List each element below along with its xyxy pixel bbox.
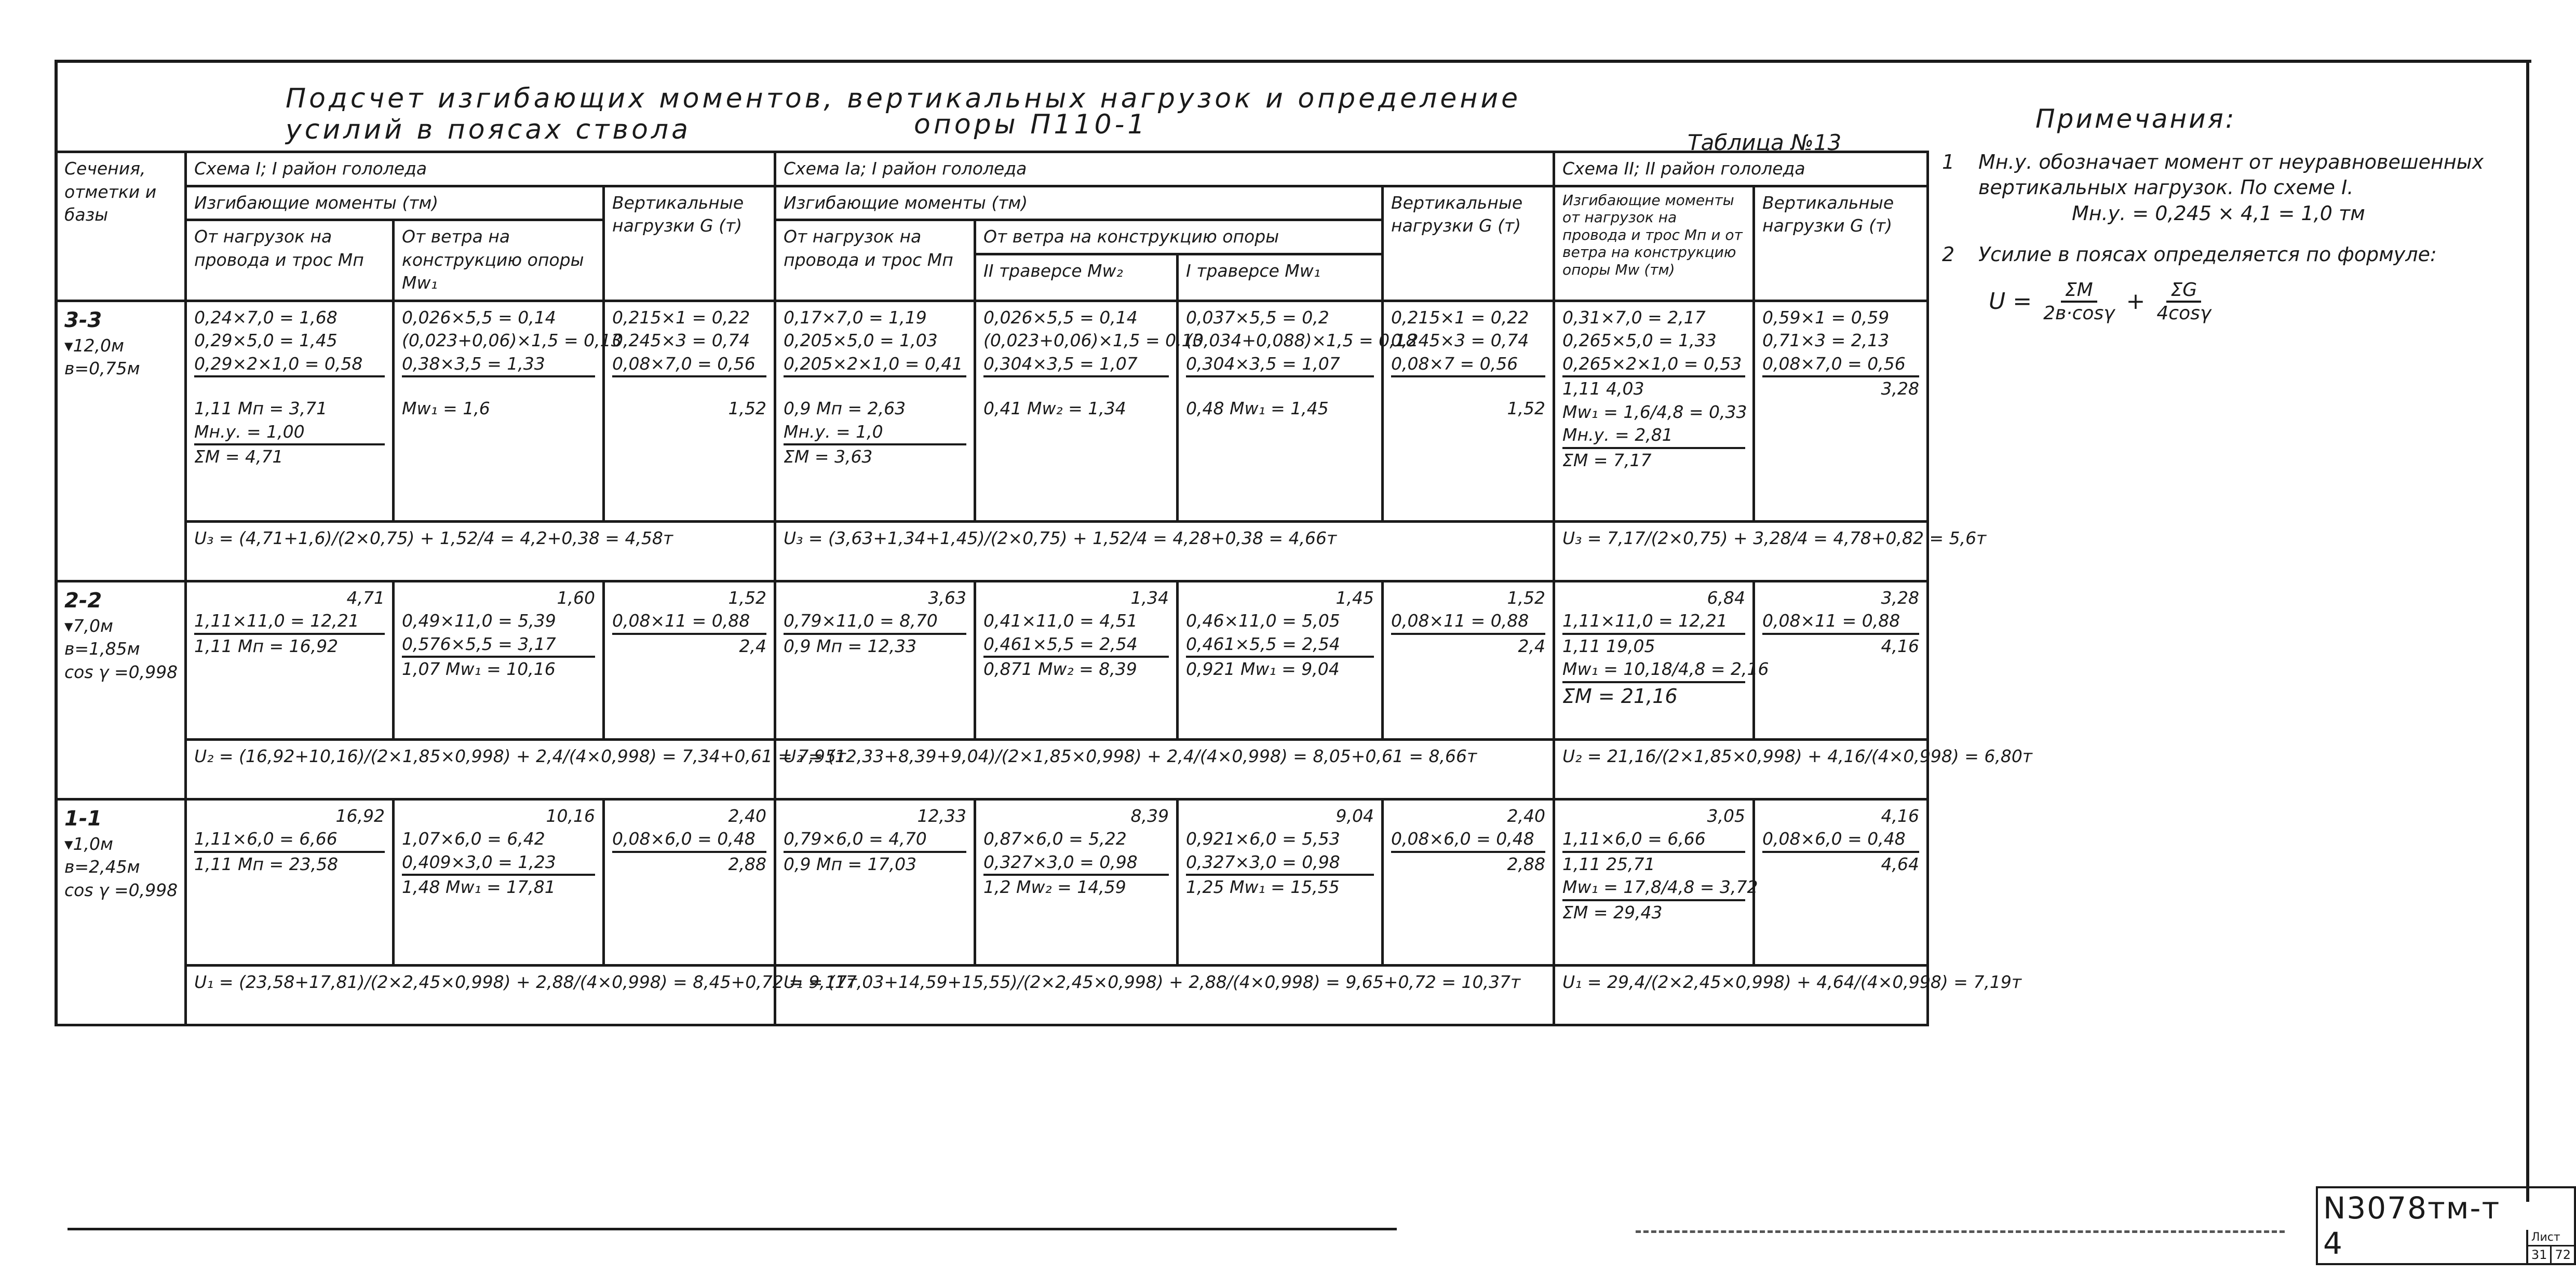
drawing-code: N3078тм-т 4 xyxy=(2323,1190,2501,1261)
calc-line: 0,245×3 = 0,74 xyxy=(612,330,750,351)
calc-line: 0,205×2×1,0 = 0,41 xyxy=(784,352,966,378)
calc-line: 0,08×11 = 0,88 xyxy=(1391,609,1545,635)
calc-line: 1,11×6,0 = 6,66 xyxy=(194,828,385,853)
calc-line: 0,41×11,0 = 4,51 xyxy=(983,611,1138,631)
sheet-total: 72 xyxy=(2550,1246,2574,1263)
header-scheme-1: Схема I; I район гололеда xyxy=(186,152,775,186)
calc-line: 0,08×6,0 = 0,48 xyxy=(1391,828,1545,853)
section-1-1-row xyxy=(56,799,1928,965)
carry-value: 16,92 xyxy=(335,805,385,826)
carry-value: 4,16 xyxy=(1881,805,1920,826)
total-value: 4,64 xyxy=(1881,853,1920,874)
frame-bottom-dashed-line xyxy=(1636,1230,2285,1233)
total-value: 2,4 xyxy=(1518,635,1546,656)
header-s1a-wires: От нагрузок на провода и трос Mп xyxy=(775,220,975,301)
carry-value: 12,33 xyxy=(917,805,966,826)
calc-line: 1,11 Mп = 3,71 xyxy=(194,398,328,419)
calc-line: 0,31×7,0 = 2,17 xyxy=(1562,307,1706,328)
s1-wind-cell xyxy=(394,301,622,521)
s2-mom-cell xyxy=(1554,799,1758,965)
calc-line: 0,304×3,5 = 1,07 xyxy=(983,352,1169,378)
calc-line: 0,576×5,5 = 3,17 xyxy=(402,633,595,658)
header-s1a-wind-i: I траверсе Mw₁ xyxy=(1178,254,1383,301)
calc-line: 0,79×6,0 = 4,70 xyxy=(784,828,966,853)
total-value: 2,88 xyxy=(1507,853,1546,874)
s2-vert-cell xyxy=(1754,799,1928,965)
drawing-stamp xyxy=(2316,1186,2576,1265)
s1-vert-cell xyxy=(604,581,775,739)
carry-value: 4,71 xyxy=(346,587,385,608)
calc-line: 0,59×1 = 0,59 xyxy=(1762,307,1890,328)
total-value: 1,52 xyxy=(1507,398,1546,419)
section-1-1-force-row xyxy=(56,965,1928,1025)
header-s2-vertical: Вертикальные нагрузки G (т) xyxy=(1754,186,1928,301)
header-scheme-1a: Схема Iа; I район гололеда xyxy=(775,152,1554,186)
sum-line: ΣM = 3,63 xyxy=(784,446,873,467)
calc-line: 0,037×5,5 = 0,2 xyxy=(1186,307,1329,328)
calc-line: 0,29×5,0 = 1,45 xyxy=(194,330,338,351)
header-sections-label: Сечения, отметки и базы xyxy=(64,158,157,225)
calc-line: 0,41 Mw₂ = 1,34 xyxy=(983,398,1126,419)
section-base: в=1,85м xyxy=(64,639,140,659)
calc-line: 0,921×6,0 = 5,53 xyxy=(1186,829,1340,849)
carry-value: 1,34 xyxy=(1130,587,1169,608)
calc-line: 0,46×11,0 = 5,05 xyxy=(1186,611,1340,631)
notes-block xyxy=(1942,104,2513,324)
carry-value: 3,28 xyxy=(1881,587,1920,608)
calc-line: 0,026×5,5 = 0,14 xyxy=(402,307,556,328)
formula-numerator: ΣM xyxy=(2061,279,2097,303)
force-formula xyxy=(1989,279,2513,324)
calc-line: 0,327×3,0 = 0,98 xyxy=(983,851,1169,876)
section-3-3-force-row xyxy=(56,521,1928,581)
calc-line: 1,2 Mw₂ = 14,59 xyxy=(983,877,1126,898)
sheet-numbers xyxy=(2528,1245,2574,1263)
s1a-vert-cell xyxy=(1383,799,1554,965)
calc-line: 0,79×11,0 = 8,70 xyxy=(784,609,966,635)
calc-line: 0,48 Mw₁ = 1,45 xyxy=(1186,398,1329,419)
calc-line: 0,871 Mw₂ = 8,39 xyxy=(983,659,1137,680)
formula-lhs: U = xyxy=(1989,288,2032,315)
carry-value: 6,84 xyxy=(1707,587,1746,608)
s1-wind-cell xyxy=(394,581,604,739)
section-3-3-label-cell xyxy=(56,301,186,581)
sheet-number: 31 xyxy=(2531,1248,2547,1262)
note-number: 1 xyxy=(1942,151,1955,173)
calc-line: 0,38×3,5 = 1,33 xyxy=(402,352,595,378)
force-u2-scheme-2: U₂ = 21,16/(2×1,85×0,998) + 4,16/(4×0,998) = 6,80т xyxy=(1554,739,1928,799)
sum-line: ΣM = 7,17 xyxy=(1562,450,1652,470)
header-scheme-2: Схема II; II район гололеда xyxy=(1554,152,1928,186)
s1-wires-cell xyxy=(186,301,394,521)
carry-value: 1,52 xyxy=(728,587,766,608)
calc-line: 0,215×1 = 0,22 xyxy=(612,307,750,328)
calc-line: (0,034+0,088)×1,5 = 0,18 xyxy=(1186,330,1417,351)
carry-value: 1,45 xyxy=(1336,587,1374,608)
header-sections xyxy=(56,152,186,301)
formula-denominator: 4cosγ xyxy=(2156,302,2211,324)
calc-line: 1,07 Mw₁ = 10,16 xyxy=(402,659,556,680)
note-1-text: Mн.у. обозначает момент от неуравновешенных вертикальных нагрузок. По схеме I. xyxy=(1978,151,2484,199)
calc-line: 1,11 4,03 xyxy=(1562,378,1644,399)
sum-line: ΣM = 29,43 xyxy=(1562,902,1663,923)
header-s1-wires: От нагрузок на провода и трос Mп xyxy=(186,220,394,301)
calc-line: 0,17×7,0 = 1,19 xyxy=(784,307,927,328)
calc-line: 0,205×5,0 = 1,03 xyxy=(784,330,938,351)
s2-vert-cell xyxy=(1754,581,1928,739)
calc-line: (0,023+0,06)×1,5 = 0,13 xyxy=(983,330,1204,351)
calc-line: 1,48 Mw₁ = 17,81 xyxy=(402,877,556,898)
section-1-1-label-cell xyxy=(56,799,186,1025)
force-u1-scheme-1a: U₁ = (17,03+14,59+15,55)/(2×2,45×0,998) + 2,88/(4×0,998) = 9,65+0,72 = 10,37т xyxy=(775,965,1554,1025)
formula-fraction-load xyxy=(2156,279,2211,324)
section-3-3-row xyxy=(56,301,1928,521)
section-label: 1-1 xyxy=(64,806,102,831)
section-label: 2-2 xyxy=(64,588,102,613)
calc-line: 1,11 19,05 xyxy=(1562,635,1655,656)
s2-vert-cell xyxy=(1754,301,1928,521)
calc-line: 1,11 Mп = 23,58 xyxy=(194,853,339,874)
calc-line: 1,07×6,0 = 6,42 xyxy=(402,829,545,849)
calc-line: 1,25 Mw₁ = 15,55 xyxy=(1186,877,1340,898)
section-elevation: ▾12,0м xyxy=(64,335,124,356)
calc-line: 0,49×11,0 = 5,39 xyxy=(402,611,556,631)
section-base: в=2,45м xyxy=(64,857,140,877)
calc-line: 0,409×3,0 = 1,23 xyxy=(402,851,595,876)
carry-value: 9,04 xyxy=(1336,805,1374,826)
section-cos: cos γ =0,998 xyxy=(64,879,178,900)
calc-line: 0,08×7 = 0,56 xyxy=(1391,352,1545,378)
carry-value: 3,05 xyxy=(1707,805,1746,826)
carry-value: 1,52 xyxy=(1507,587,1546,608)
note-1-formula: Mн.у. = 0,245 × 4,1 = 1,0 тм xyxy=(2072,201,2365,225)
calc-line: Mw₁ = 1,6 xyxy=(402,398,490,419)
calc-line: 0,461×5,5 = 2,54 xyxy=(983,633,1169,658)
header-s1a-wind: От ветра на конструкцию опоры xyxy=(975,220,1383,254)
calc-line: 1,11 Mп = 16,92 xyxy=(194,635,339,656)
carry-value: 8,39 xyxy=(1130,805,1169,826)
total-value: 4,16 xyxy=(1881,635,1920,656)
frame-right-border xyxy=(2526,60,2529,1202)
s1a-wind2-cell xyxy=(975,581,1178,739)
s1-vert-cell xyxy=(604,301,775,521)
section-base: в=0,75м xyxy=(64,358,140,379)
force-u3-scheme-1a: U₃ = (3,63+1,34+1,45)/(2×0,75) + 1,52/4 = 4,28+0,38 = 4,66т xyxy=(775,521,1554,581)
s1a-wind1-cell xyxy=(1178,581,1383,739)
section-elevation: ▾7,0м xyxy=(64,615,113,636)
calc-line: 0,08×6,0 = 0,48 xyxy=(612,828,766,853)
s1-wires-cell xyxy=(186,799,394,965)
total-value: 2,88 xyxy=(728,853,766,874)
note-number: 2 xyxy=(1942,243,1955,266)
note-2 xyxy=(1942,242,2513,267)
calc-line: (0,023+0,06)×1,5 = 0,13 xyxy=(402,330,622,351)
sheet-label: Лист xyxy=(2531,1231,2560,1244)
formula-fraction-moment xyxy=(2043,279,2114,324)
total-value: 2,4 xyxy=(739,635,766,656)
header-row-schemes xyxy=(56,152,1928,186)
calc-line: Mw₁ = 1,6/4,8 = 0,33 xyxy=(1562,401,1747,422)
section-elevation: ▾1,0м xyxy=(64,833,113,854)
calc-line: Mн.у. = 2,81 xyxy=(1562,424,1745,449)
s1a-wind2-cell xyxy=(975,301,1204,521)
s1a-wires-cell xyxy=(775,799,975,965)
s1-wires-cell xyxy=(186,581,394,739)
header-s1-moments: Изгибающие моменты (тм) xyxy=(186,186,604,220)
calc-line: 0,24×7,0 = 1,68 xyxy=(194,307,338,328)
header-s1-wind: От ветра на конструкцию опоры Mw₁ xyxy=(394,220,604,301)
section-2-2-label-cell xyxy=(56,581,186,799)
formula-denominator: 2в·cosγ xyxy=(2043,302,2115,324)
calc-line: 0,265×2×1,0 = 0,53 xyxy=(1562,352,1745,378)
s2-mom-cell xyxy=(1554,301,1754,521)
note-1 xyxy=(1942,150,2513,226)
total-value: 3,28 xyxy=(1881,378,1920,399)
calc-line: 0,29×2×1,0 = 0,58 xyxy=(194,352,385,378)
header-s1-vertical: Вертикальные нагрузки G (т) xyxy=(604,186,775,301)
carry-value: 2,40 xyxy=(728,805,766,826)
carry-value: 3,63 xyxy=(928,587,966,608)
sum-line: ΣM = 4,71 xyxy=(194,446,284,467)
calc-line: Mw₁ = 17,8/4,8 = 3,72 xyxy=(1562,876,1745,901)
force-u1-scheme-2: U₁ = 29,4/(2×2,45×0,998) + 4,64/(4×0,998) = 7,19т xyxy=(1554,965,1928,1025)
section-2-2-row xyxy=(56,581,1928,739)
calc-line: 1,11×11,0 = 12,21 xyxy=(194,609,385,635)
frame-top-border xyxy=(55,60,2531,63)
calc-line: 1,11×11,0 = 12,21 xyxy=(1562,609,1745,635)
force-u2-scheme-1: U₂ = (16,92+10,16)/(2×1,85×0,998) + 2,4/(4×0,998) = 7,34+0,61 = 7,95т xyxy=(186,739,775,799)
section-cos: cos γ =0,998 xyxy=(64,661,178,682)
s1a-vert-cell xyxy=(1383,301,1554,521)
calc-line: 1,11 25,71 xyxy=(1562,853,1655,874)
s1a-wind1-cell xyxy=(1178,799,1383,965)
table-number-label: Таблица №13 xyxy=(1688,130,1842,155)
section-label: 3-3 xyxy=(64,308,102,332)
formula-numerator: ΣG xyxy=(2166,279,2201,303)
total-value: 1,52 xyxy=(728,398,766,419)
calc-line: 0,9 Mп = 12,33 xyxy=(784,635,917,656)
calc-line: Mн.у. = 1,00 xyxy=(194,421,385,446)
sum-line: ΣM = 21,16 xyxy=(1562,684,1678,708)
calc-line: 0,026×5,5 = 0,14 xyxy=(983,307,1138,328)
calc-line: 0,245×3 = 0,74 xyxy=(1391,330,1529,351)
calc-line: 0,9 Mп = 17,03 xyxy=(784,853,917,874)
document-title: Подсчет изгибающих моментов, вертикальных нагрузок и определение усилий в поясах ствола xyxy=(286,83,1521,145)
calc-line: 0,08×7,0 = 0,56 xyxy=(612,352,766,378)
force-u1-scheme-1: U₁ = (23,58+17,81)/(2×2,45×0,998) + 2,88/(4×0,998) = 8,45+0,72 = 9,17т xyxy=(186,965,775,1025)
header-row-moments xyxy=(56,186,1928,220)
calc-line: 0,327×3,0 = 0,98 xyxy=(1186,851,1374,876)
carry-value: 1,60 xyxy=(557,587,595,608)
s1-wind-cell xyxy=(394,799,604,965)
calc-line: 0,08×11 = 0,88 xyxy=(1762,609,1919,635)
s1a-wind1-cell xyxy=(1178,301,1417,521)
formula-plus: + xyxy=(2126,288,2146,315)
calc-line: 0,08×11 = 0,88 xyxy=(612,609,766,635)
calc-line: 1,11×6,0 = 6,66 xyxy=(1562,828,1745,853)
frame-bottom-line xyxy=(68,1228,1397,1230)
calc-line: 0,304×3,5 = 1,07 xyxy=(1186,352,1374,378)
header-s2-moments: Изгибающие моменты от нагрузок на провода и трос Mп и от ветра на конструкцию опоры Mw (тм) xyxy=(1554,186,1754,301)
calculation-table xyxy=(55,151,2033,1026)
s1a-wires-cell xyxy=(775,581,975,739)
s1-vert-cell xyxy=(604,799,775,965)
note-text xyxy=(1978,150,2513,226)
calc-line: 0,08×7,0 = 0,56 xyxy=(1762,352,1919,378)
notes-title: Примечания: xyxy=(2035,104,2236,134)
calc-line: Mw₁ = 10,18/4,8 = 2,16 xyxy=(1562,658,1745,683)
calc-line: 0,461×5,5 = 2,54 xyxy=(1186,633,1374,658)
calc-line: 0,265×5,0 = 1,33 xyxy=(1562,330,1717,351)
calc-line: 0,921 Mw₁ = 9,04 xyxy=(1186,659,1340,680)
s2-mom-cell xyxy=(1554,581,1769,739)
s1a-wind2-cell xyxy=(975,799,1178,965)
header-s1a-moments: Изгибающие моменты (тм) xyxy=(775,186,1383,220)
header-s1a-wind-ii: II траверсе Mw₂ xyxy=(975,254,1178,301)
calc-line: 0,215×1 = 0,22 xyxy=(1391,307,1529,328)
s1a-vert-cell xyxy=(1383,581,1554,739)
force-u2-scheme-1a: U₂ = (12,33+8,39+9,04)/(2×1,85×0,998) + 2,4/(4×0,998) = 8,05+0,61 = 8,66т xyxy=(775,739,1554,799)
header-s1a-vertical: Вертикальные нагрузки G (т) xyxy=(1383,186,1554,301)
force-u3-scheme-1: U₃ = (4,71+1,6)/(2×0,75) + 1,52/4 = 4,2+0,38 = 4,58т xyxy=(186,521,775,581)
s1a-wires-cell xyxy=(775,301,975,521)
calc-line: Mн.у. = 1,0 xyxy=(784,421,966,446)
section-2-2-force-row xyxy=(56,739,1928,799)
carry-value: 10,16 xyxy=(546,805,595,826)
calc-line: 0,71×3 = 2,13 xyxy=(1762,330,1890,351)
calc-line: 0,08×6,0 = 0,48 xyxy=(1762,828,1919,853)
carry-value: 2,40 xyxy=(1507,805,1546,826)
calc-line: 0,87×6,0 = 5,22 xyxy=(983,829,1127,849)
note-2-text: Усилие в поясах определяется по формуле: xyxy=(1978,243,2437,266)
document-subtitle: опоры П110-1 xyxy=(914,109,1148,140)
force-u3-scheme-2: U₃ = 7,17/(2×0,75) + 3,28/4 = 4,78+0,82 = 5,6т xyxy=(1554,521,1928,581)
sheet-box xyxy=(2526,1230,2574,1263)
calc-line: 0,9 Mп = 2,63 xyxy=(784,398,906,419)
